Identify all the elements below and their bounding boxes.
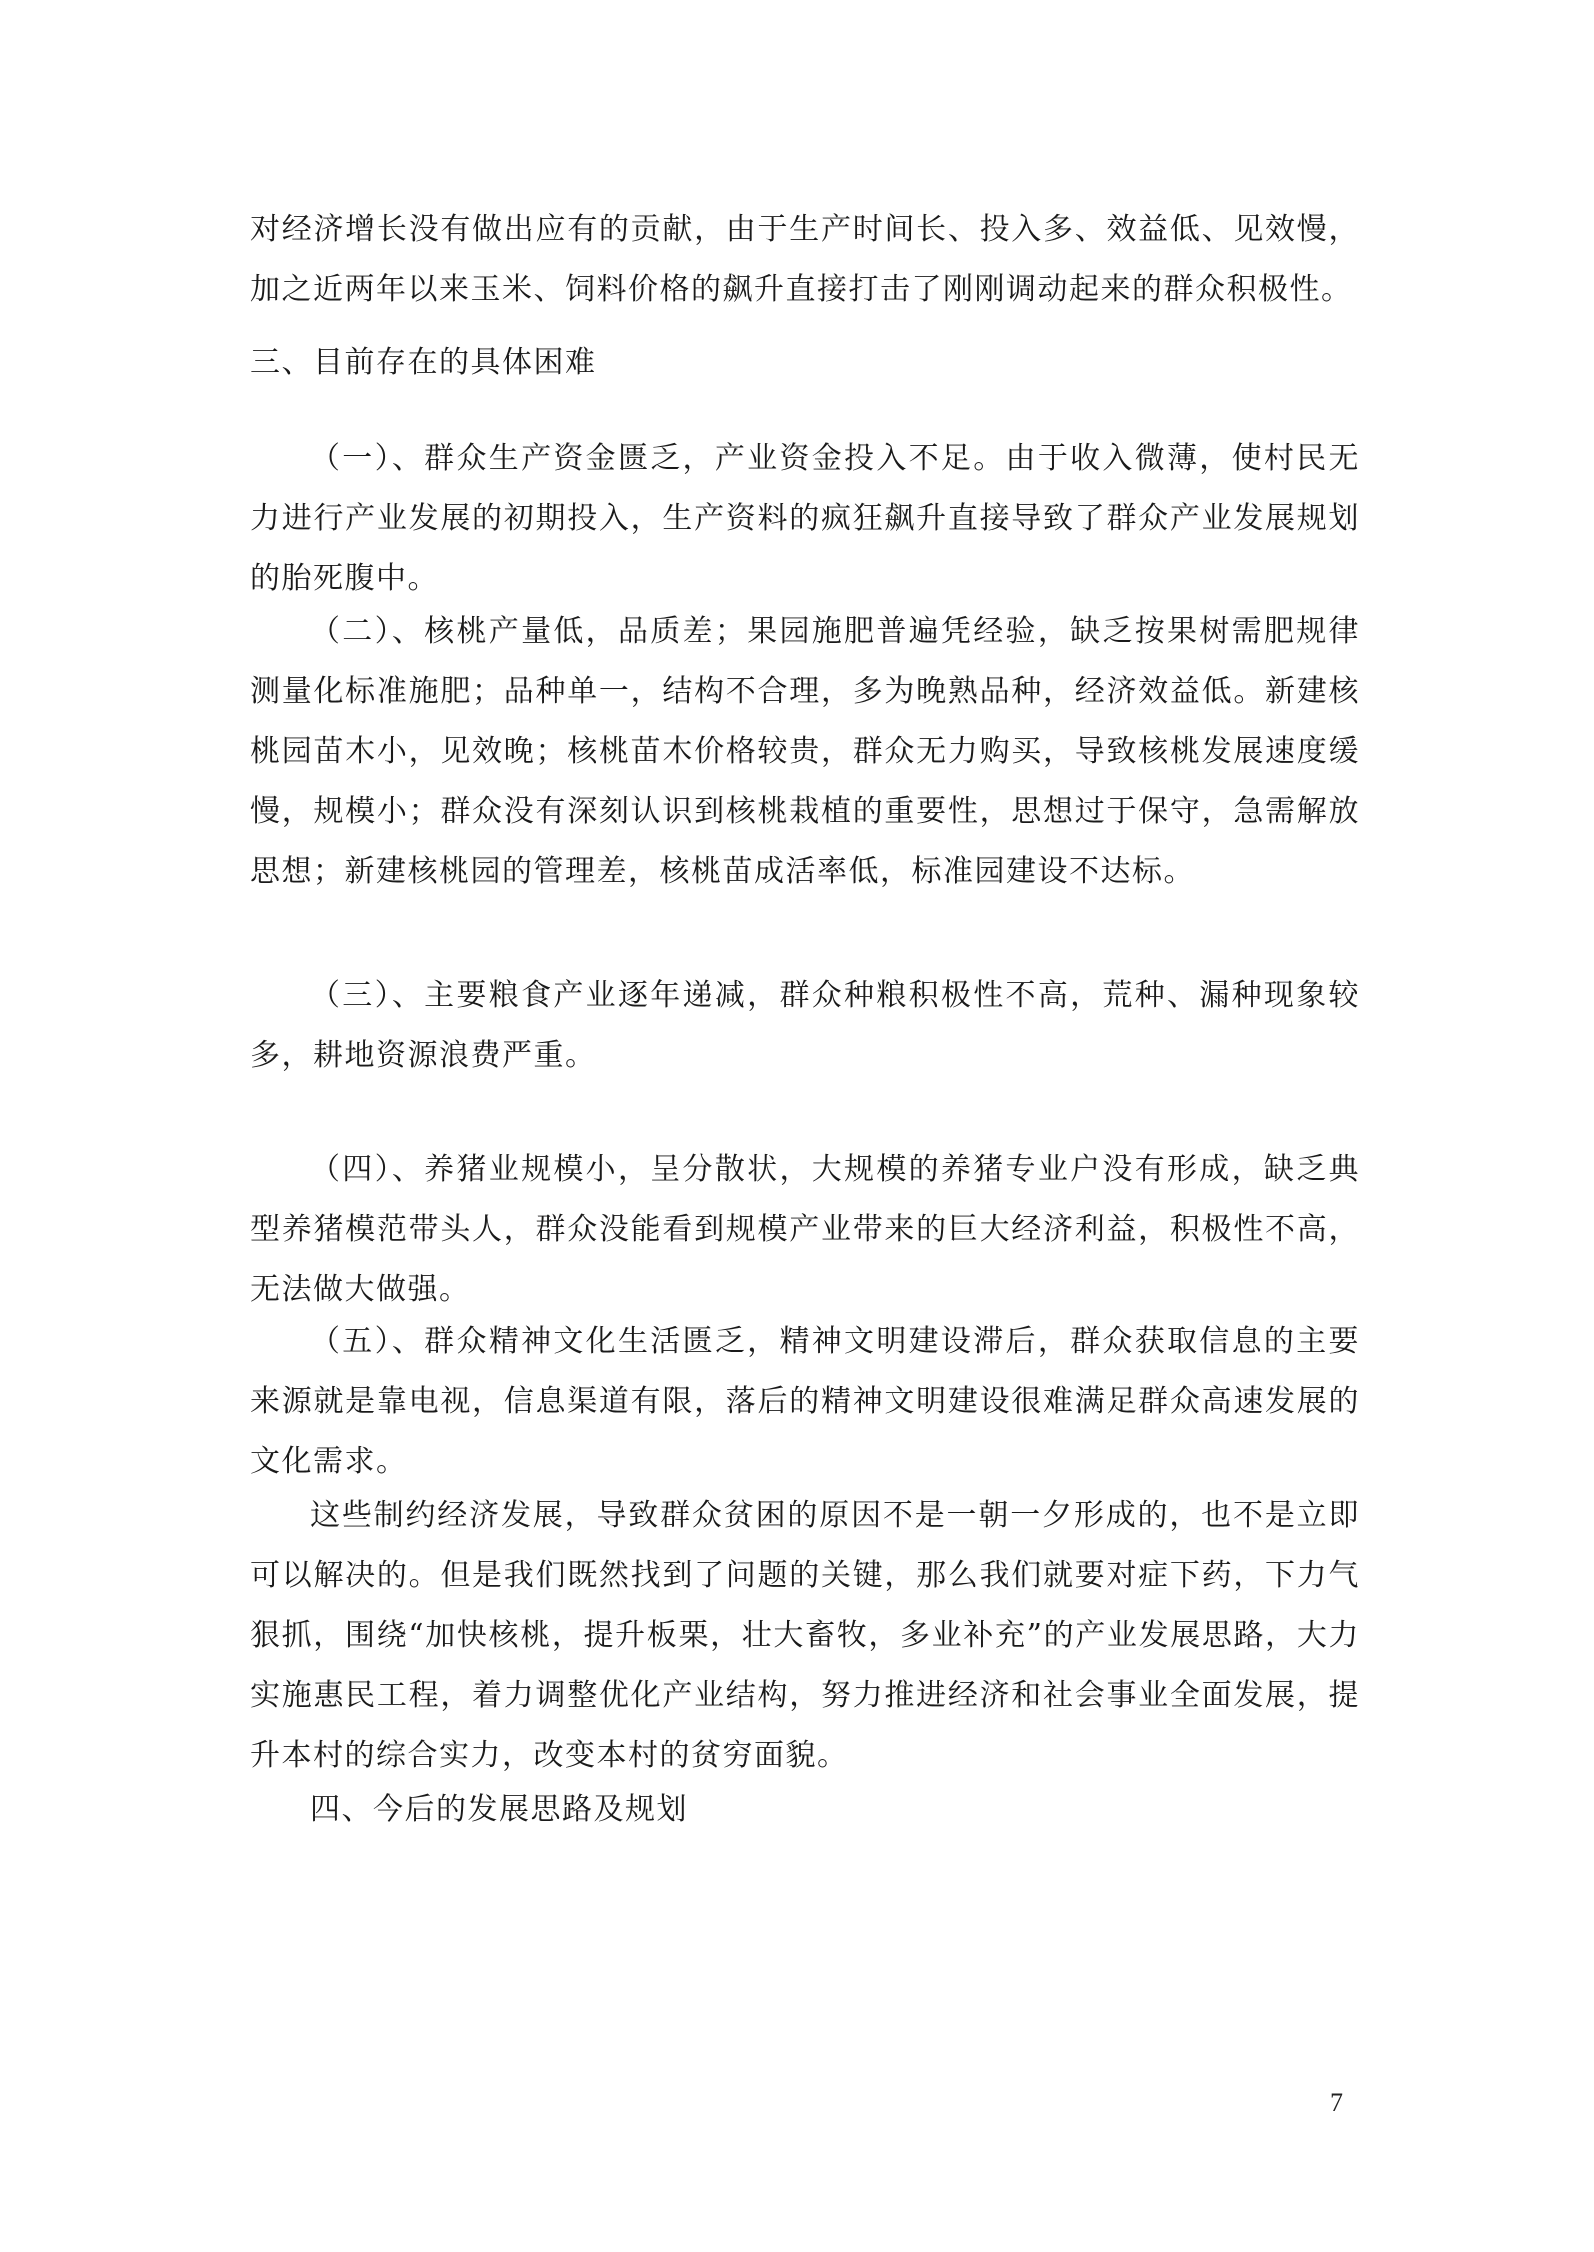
paragraph-difficulty-3: （三）、主要粮食产业逐年递减，群众种粮积极性不高，荒种、漏种现象较多，耕地资源浪费严重。	[250, 978, 1360, 1073]
paragraph-intro-continuation: 对经济增长没有做出应有的贡献，由于生产时间长、投入多、效益低、见效慢，加之近两年以来玉米、饲料价格的飙升直接打击了刚刚调动起来的群众积极性。	[250, 212, 1360, 307]
section-heading-development-plan: 四、今后的发展思路及规划	[310, 1792, 688, 1827]
page-number: 7	[1330, 2088, 1343, 2117]
section-heading-difficulties: 三、目前存在的具体困难	[250, 345, 597, 380]
paragraph-difficulty-2: （二）、核桃产量低，品质差；果园施肥普遍凭经验，缺乏按果树需肥规律测量化标准施肥；品种单一，结构不合理，多为晚熟品种，经济效益低。新建核桃园苗木小，见效晚；核桃苗木价格较贵，群众无力购买，导致核桃发展速度缓慢，规模小；群众没有深刻认识到核桃栽植的重要性，思想过于保守，急需解放思想；新建核桃园的管理差，核桃苗成活率低，标准园建设不达标。	[250, 614, 1360, 889]
paragraph-difficulty-4: （四）、养猪业规模小，呈分散状，大规模的养猪专业户没有形成，缺乏典型养猪模范带头人，群众没能看到规模产业带来的巨大经济利益，积极性不高，无法做大做强。	[250, 1152, 1360, 1307]
paragraph-difficulty-5: （五）、群众精神文化生活匮乏，精神文明建设滞后，群众获取信息的主要来源就是靠电视，信息渠道有限，落后的精神文明建设很难满足群众高速发展的文化需求。	[250, 1324, 1360, 1479]
paragraph-summary: 这些制约经济发展，导致群众贫困的原因不是一朝一夕形成的，也不是立即可以解决的。但是我们既然找到了问题的关键，那么我们就要对症下药，下力气狠抓，围绕“加快核桃，提升板栗，壮大畜牧，多业补充”的产业发展思路，大力实施惠民工程，着力调整优化产业结构，努力推进经济和社会事业全面发展，提升本村的综合实力，改变本村的贫穷面貌。	[250, 1498, 1360, 1773]
paragraph-difficulty-1: （一）、群众生产资金匮乏，产业资金投入不足。由于收入微薄，使村民无力进行产业发展的初期投入，生产资料的疯狂飙升直接导致了群众产业发展规划的胎死腹中。	[250, 441, 1360, 596]
